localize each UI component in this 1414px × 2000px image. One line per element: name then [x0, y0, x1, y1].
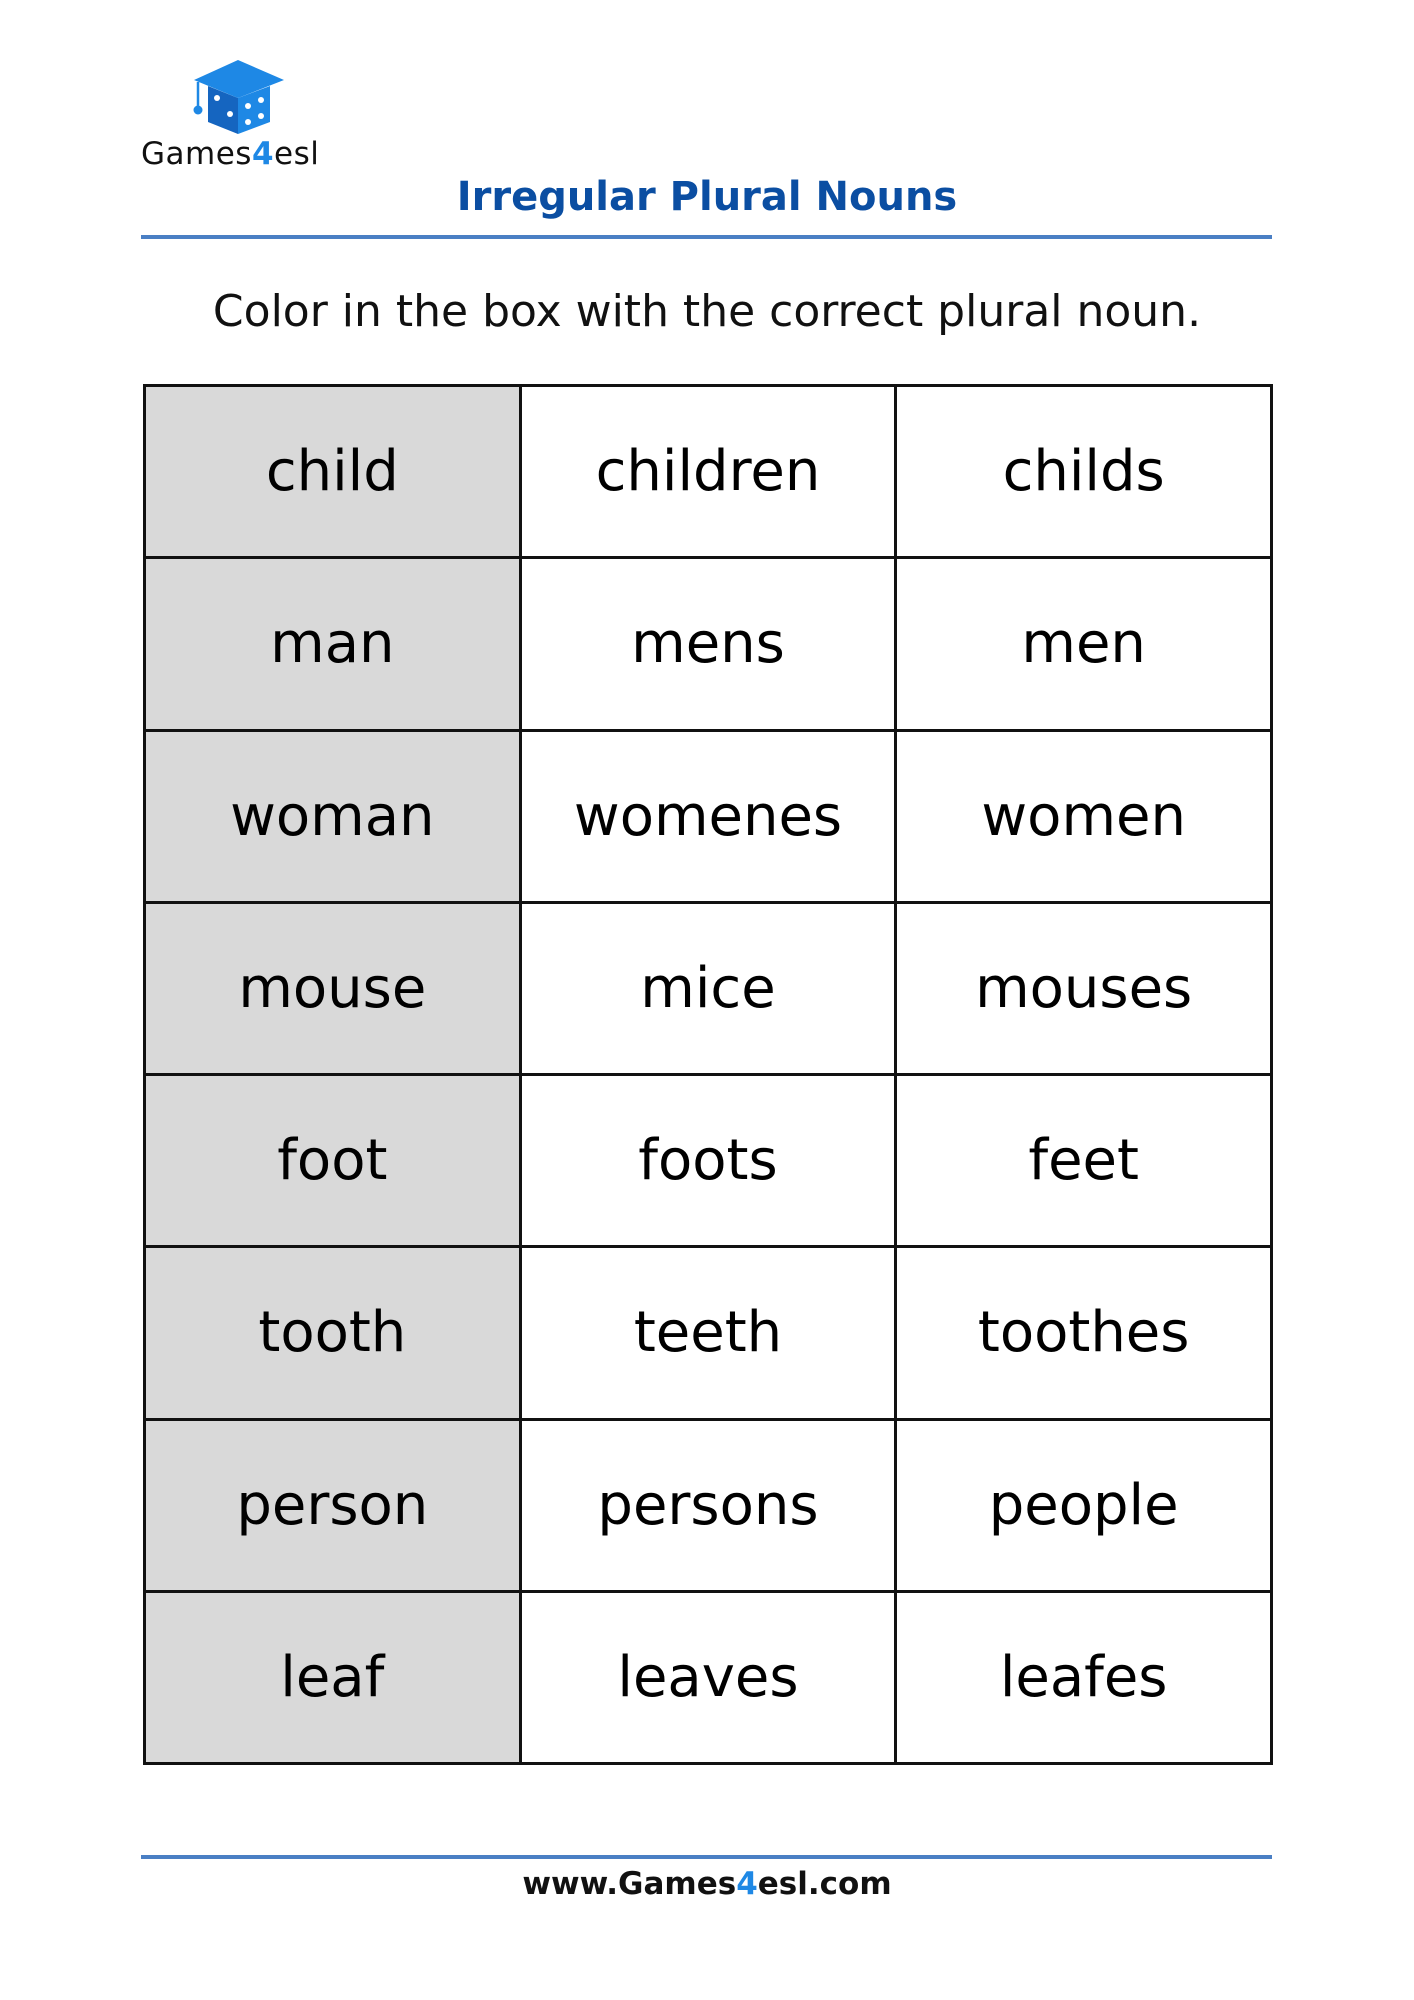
option-cell[interactable]: childs [896, 386, 1272, 558]
page-title: Irregular Plural Nouns [456, 174, 958, 220]
footer-url-prefix: www.Games [522, 1866, 737, 1902]
option-cell[interactable]: toothes [896, 1247, 1272, 1419]
option-cell[interactable]: children [520, 386, 896, 558]
footer-url [0, 1866, 1414, 1902]
option-cell[interactable]: teeth [520, 1247, 896, 1419]
brand-prefix: Games [141, 136, 252, 172]
option-cell[interactable]: women [896, 730, 1272, 902]
table-row [145, 730, 1272, 902]
brand-number: 4 [251, 136, 275, 172]
singular-cell: mouse [145, 902, 521, 1074]
option-cell[interactable]: feet [896, 1075, 1272, 1247]
singular-cell: leaf [145, 1591, 521, 1763]
table-row [145, 902, 1272, 1074]
option-cell[interactable]: womenes [520, 730, 896, 902]
table-row [145, 1075, 1272, 1247]
option-cell[interactable]: mouses [896, 902, 1272, 1074]
graduation-cap-dice-icon [186, 52, 290, 136]
header-divider [141, 235, 1272, 239]
footer-url-suffix: esl.com [757, 1866, 892, 1902]
table-row [145, 1247, 1272, 1419]
singular-cell: person [145, 1419, 521, 1591]
option-cell[interactable]: leaves [520, 1591, 896, 1763]
singular-cell: woman [145, 730, 521, 902]
singular-cell: child [145, 386, 521, 558]
table-row [145, 1419, 1272, 1591]
singular-cell: man [145, 558, 521, 730]
option-cell[interactable]: persons [520, 1419, 896, 1591]
table-row [145, 386, 1272, 558]
table-row [145, 558, 1272, 730]
option-cell[interactable]: mens [520, 558, 896, 730]
option-cell[interactable]: men [896, 558, 1272, 730]
singular-cell: tooth [145, 1247, 521, 1419]
footer-url-number: 4 [736, 1866, 758, 1902]
option-cell[interactable]: mice [520, 902, 896, 1074]
footer-divider [141, 1855, 1272, 1859]
singular-cell: foot [145, 1075, 521, 1247]
option-cell[interactable]: leafes [896, 1591, 1272, 1763]
option-cell[interactable]: foots [520, 1075, 896, 1247]
brand-suffix: esl [274, 136, 320, 172]
brand-name [141, 136, 319, 172]
instruction-text: Color in the box with the correct plural noun. [212, 286, 1202, 337]
plural-nouns-table [143, 384, 1273, 1765]
option-cell[interactable]: people [896, 1419, 1272, 1591]
table-row [145, 1591, 1272, 1763]
